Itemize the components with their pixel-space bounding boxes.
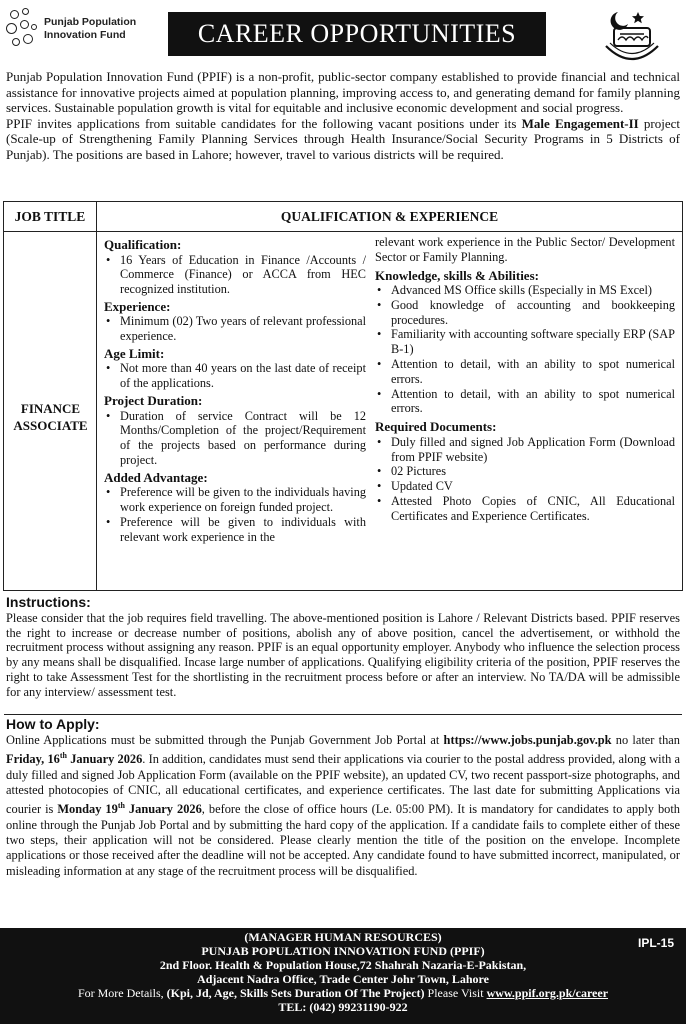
list-item: • Attention to detail, with an ability to spot numerical errors. — [375, 387, 675, 417]
section-divider — [4, 714, 682, 715]
online-deadline: Friday, 16th January 2026 — [6, 751, 143, 767]
list-item: • Good knowledge of accounting and bookkeeping procedures. — [375, 298, 675, 328]
job-table — [3, 201, 683, 591]
list-item: • Attested Photo Copies of CNIC, All Educational Certificates and Experience Certificates. — [375, 494, 675, 524]
job-table-header — [4, 202, 682, 232]
footer-telephone: TEL: (042) 99231190-922 — [278, 1000, 408, 1014]
ppif-logo — [4, 6, 154, 60]
how-to-apply-section — [6, 716, 680, 879]
intro-section — [6, 69, 680, 162]
section-heading: Qualification: — [104, 237, 182, 252]
experience-section — [104, 299, 366, 344]
project-duration-section — [104, 393, 366, 468]
section-heading: Experience: — [104, 298, 171, 314]
list-item: • Not more than 40 years on the last date of receipt of the applications. — [104, 361, 366, 391]
page-title: CAREER OPPORTUNITIES — [168, 12, 546, 56]
instructions-section — [6, 594, 680, 699]
section-heading: Knowledge, skills & Abilities: — [375, 267, 539, 283]
requirements-column-left — [104, 235, 366, 544]
how-to-apply-text: Online Applications must be submitted through the Punjab Government Job Portal at https://www.jobs.punjab.gov.pk no later than Friday, 16th January 2026. In addition, candidates must send their applications via courier to the postal address provided, along with a duly filled and signed Job Application Form (available on the PPIF website), an updated CV, two recent passport-size photographs, and attested photocopies of CNIC, all educational certificates, and experience certificates. The last date for submitting Applications via courier is Monday 19th January 2026, before the close of office hours (Le. 05:00 PM). It is mandatory for candidates to apply both online through the Punjab Job Portal and by submitting the hard copy of the application. If a candidate fails to complete either of these two steps, their application will not be considered. Please clearly mention the title of the position on the envelope. Incomplete applications or those received after the deadline will not be accepted. Any candidate found to have submitted incorrect, manipulated, or misleading information at any stage of the recruitment process will be disqualified. — [6, 733, 680, 878]
knowledge-skills-section — [375, 268, 675, 417]
instructions-text: Please consider that the job requires field travelling. The above-mentioned position is Lahore / Relevant Districts based. PPIF reserves the right to increase or decrease number of positions, abolish any of above position, cancel the advertisement, or withhold the recruitment process without assigning any reason. PPIF is an equal opportunity employer. Anybody who influence the selection process by any means shall be disqualified. Incase large number of applications. Qualifying eligibility criteria of the position, PPIF reserves the right to take Assessment Test for the shortlisting in the recruitment process before or after an interview. No TA/DA will be admissible for any interview/ assessment test. — [6, 611, 680, 699]
logo-line-2: Innovation Fund — [44, 29, 126, 41]
footer-more-details: For More Details, (Kpi, Jd, Age, Skills Sets Duration Of The Project) Please Visit www.ppif.org.pk/career — [77, 986, 609, 1000]
job-title-line-2: ASSOCIATE — [13, 418, 88, 433]
section-heading: Age Limit: — [104, 345, 165, 361]
list-item: • Duration of service Contract will be 12 Months/Completion of the project/Requirement of the projects based on performance during project. — [104, 409, 366, 468]
list-item: • 02 Pictures — [375, 464, 675, 479]
section-heading: Project Duration: — [104, 393, 203, 409]
job-title-column-header: JOB TITLE — [4, 202, 97, 232]
list-item: • Familiarity with accounting software specially ERP (SAP B-1) — [375, 327, 675, 357]
qualification-section — [104, 237, 366, 297]
list-item: • 16 Years of Education in Finance /Accounts / Commerce (Finance) or ACCA from HEC recognized institution. — [104, 253, 366, 297]
list-item: • Minimum (02) Two years of relevant professional experience. — [104, 314, 366, 344]
job-title-line-1: FINANCE — [20, 401, 81, 416]
age-limit-section — [104, 346, 366, 391]
logo-line-1: Punjab Population — [44, 16, 137, 28]
footer-address-1: 2nd Floor. Health & Population House,72 Shahrah Nazaria-E-Pakistan, — [159, 958, 527, 972]
footer-line-1: (MANAGER HUMAN RESOURCES) — [244, 930, 442, 944]
ad-code: IPL-15 — [637, 936, 674, 950]
project-name: Male Engagement-II — [521, 115, 639, 131]
footer-line-2: PUNJAB POPULATION INNOVATION FUND (PPIF) — [201, 944, 485, 958]
section-heading: Added Advantage: — [104, 469, 208, 485]
list-item: • Preference will be given to individuals with relevant work experience in the — [104, 515, 366, 545]
footer-address-2: Adjacent Nadra Office, Trade Center Johr Town, Lahore — [197, 972, 489, 986]
qualification-column-header: QUALIFICATION & EXPERIENCE — [280, 209, 499, 224]
added-advantage-section — [104, 470, 366, 545]
instructions-heading: Instructions: — [6, 594, 91, 610]
list-item: • Advanced MS Office skills (Especially in MS Excel) — [375, 283, 675, 298]
list-item: • Duly filled and signed Job Application Form (Download from PPIF website) — [375, 435, 675, 465]
job-portal-link[interactable]: https://www.jobs.punjab.gov.pk — [443, 733, 612, 747]
punjab-government-seal-icon — [596, 6, 668, 68]
required-documents-section — [375, 419, 675, 523]
courier-deadline: Monday 19th January 2026 — [57, 801, 202, 817]
website-link[interactable]: www.ppif.org.pk/career — [486, 986, 609, 1000]
header — [0, 0, 686, 70]
job-title-cell — [4, 232, 97, 590]
ppif-logo-icon — [6, 8, 40, 56]
intro-vacancy-paragraph: PPIF invites applications from suitable candidates for the following vacant positions under its Male Engagement-II project (Scale-up of Strengthening Family Planning Services through Health Insurance/Social Security Programs in 5 Districts of Punjab). The positions are based in Lahore; however, travel to various districts will be required. — [6, 115, 680, 162]
how-to-apply-heading: How to Apply: — [6, 716, 100, 732]
added-advantage-continued: relevant work experience in the Public Sector/ Development Sector or Family Planning. — [375, 235, 675, 264]
requirements-column-right — [375, 235, 675, 524]
intro-paragraph: Punjab Population Innovation Fund (PPIF) is a non-profit, public-sector company established to provide financial and technical assistance for innovative projects aimed at population planning, improving access to, and generating demand for family planning services. Sustainable population growth is vital for equitable and inclusive economic development and social progress. — [6, 69, 680, 115]
footer-contact — [0, 928, 686, 1024]
section-heading: Required Documents: — [375, 419, 497, 435]
list-item: • Updated CV — [375, 479, 675, 494]
list-item: • Preference will be given to the individuals having work experience on foreign funded project. — [104, 485, 366, 515]
list-item: • Attention to detail, with an ability to spot numerical errors. — [375, 357, 675, 387]
